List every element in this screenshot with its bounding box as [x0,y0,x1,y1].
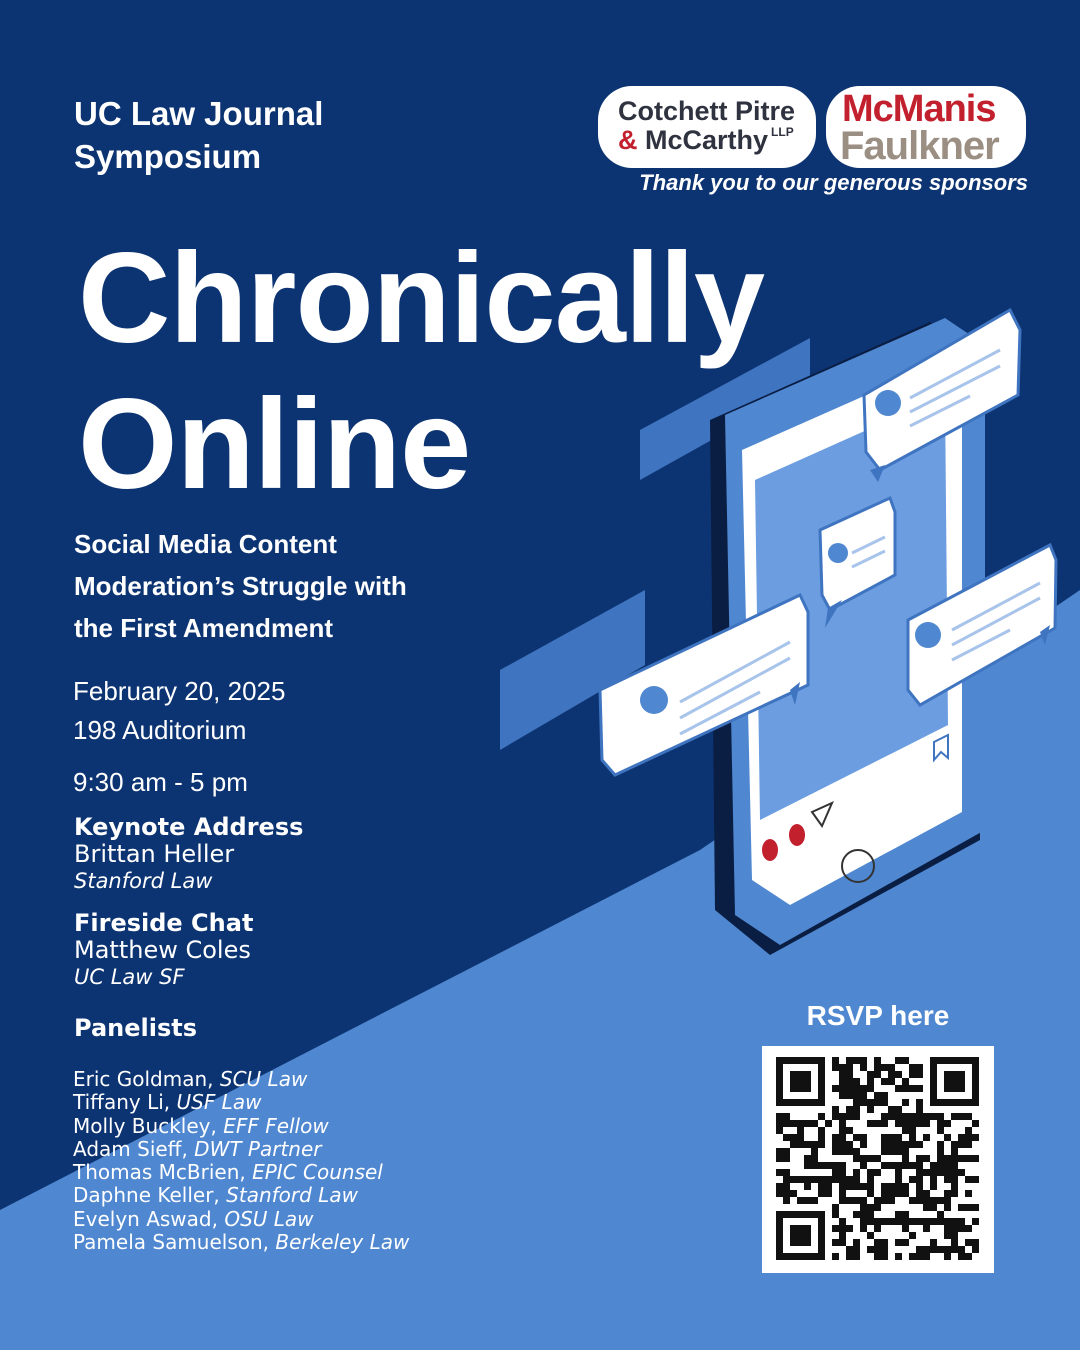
sponsor1-suffix: LLP [771,125,794,139]
event-venue: 198 Auditorium [73,715,247,745]
event-title-line-2: Online [78,373,471,516]
panelist-name: Tiffany Li, [73,1090,177,1115]
list-item [73,1231,409,1254]
sponsor1-line-2 [618,125,794,156]
panelist-affiliation: USF Law [176,1090,262,1115]
panelists-heading: Panelists [74,1014,197,1042]
qr-code-graphic [762,1046,994,1273]
event-time: 9:30 am - 5 pm [73,767,248,797]
keynote-affiliation: Stanford Law [74,869,213,893]
fireside-affiliation: UC Law SF [74,965,185,989]
subtitle-line-2: Moderation’s Struggle with [74,571,407,601]
subtitle-line-3: the First Amendment [74,613,334,643]
panelist-affiliation: Stanford Law [226,1183,358,1208]
subtitle-line-1: Social Media Content [74,529,337,559]
panelist-name: Daphne Keller, [73,1183,227,1208]
panelist-name: Evelyn Aswad, [73,1206,225,1231]
panelist-name: Eric Goldman, [73,1067,220,1091]
list-item [73,1184,409,1207]
organizer-title [74,92,323,178]
sponsor-logo-mcmanis [826,86,1026,168]
panelist-affiliation: OSU Law [224,1206,314,1231]
sponsor1-name: McCarthy [645,125,769,155]
panelist-name: Adam Sieff, [73,1136,195,1161]
sponsor-logo-cotchett [598,86,816,168]
sponsor2-line-2: Faulkner [840,124,999,168]
panelist-name: Thomas McBrien, [73,1160,253,1185]
panelist-affiliation: SCU Law [219,1067,308,1091]
event-subtitle [74,523,407,649]
panelist-affiliation: EPIC Counsel [252,1160,383,1185]
sponsor1-ampersand: & [618,125,638,155]
panelist-name: Molly Buckley, [73,1113,224,1138]
qr-code-icon[interactable] [762,1046,994,1273]
panelists-list [73,1068,409,1254]
fireside-heading: Fireside Chat [74,909,254,937]
event-date: February 20, 2025 [73,676,286,706]
organizer-line-1: UC Law Journal [74,95,324,132]
panelist-affiliation: Berkeley Law [275,1230,410,1255]
fireside-name: Matthew Coles [74,936,251,964]
list-item [73,1091,409,1114]
keynote-section [74,814,303,895]
sponsor1-line-1: Cotchett Pitre [618,96,796,126]
list-item [73,1115,409,1138]
keynote-name: Brittan Heller [74,840,235,868]
list-item [73,1138,409,1161]
panelist-affiliation: EFF Fellow [223,1113,329,1138]
event-title-line-1: Chronically [78,227,765,370]
keynote-heading: Keynote Address [74,813,304,841]
list-item [73,1208,409,1231]
panelist-affiliation: DWT Partner [194,1136,322,1161]
sponsor-thanks: Thank you to our generous sponsors [639,170,1028,195]
list-item [73,1161,409,1184]
sponsor2-line-1: McManis [842,88,996,130]
fireside-section [74,910,253,991]
list-item [73,1068,409,1091]
panelist-name: Pamela Samuelson, [73,1230,276,1255]
rsvp-label: RSVP here [806,1000,950,1031]
event-title [78,226,764,518]
organizer-line-2: Symposium [74,138,262,175]
